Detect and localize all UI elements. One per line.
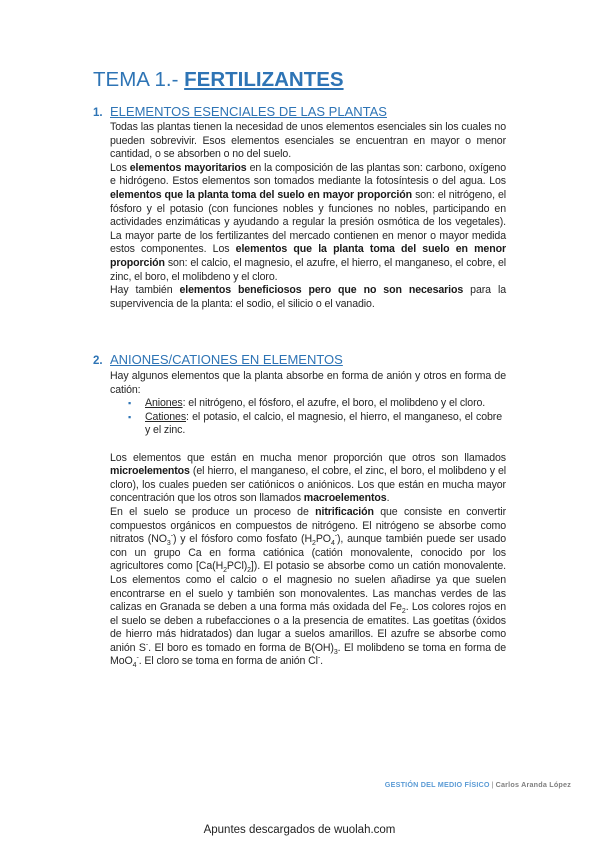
bullet-square-icon: ▪: [128, 398, 132, 409]
bullet-square-icon: ▪: [128, 411, 132, 422]
section-2-heading: [93, 352, 343, 367]
section-2-paragraph-micro: Los elementos que están en mucha menor proporción que otros son llamados microelementos (el hierro, el manganeso, el cobre, el zinc, el boro, el molibdeno y el cloro), los cuales pueden ser catiónicos o aniónicos. Los que están en mucha mayor concentración que los otros son llamados macroelementos.: [110, 451, 506, 505]
section-2-title: ANIONES/CATIONES EN ELEMENTOS: [110, 352, 343, 367]
section-1-title: ELEMENTOS ESENCIALES DE LAS PLANTAS: [110, 104, 387, 119]
section-2-number: 2.: [93, 355, 103, 367]
document-title: [93, 68, 344, 92]
page-footer-signature: [385, 780, 571, 789]
title-main: FERTILIZANTES: [184, 68, 344, 91]
section-1-paragraph-1: Todas las plantas tienen la necesidad de unos elementos esenciales sin los cuales no pueden sobrevivir. Esos elementos esenciales se encuentran en mayor o menor cantidad, o se absorben o no del suelo.: [110, 121, 506, 161]
footer-author: Carlos Aranda López: [495, 780, 571, 789]
section-1-heading: [93, 104, 387, 119]
footer-separator: |: [489, 780, 496, 789]
list-item-aniones: ▪ Aniones: el nitrógeno, el fósforo, el azufre, el boro, el molibdeno y el cloro.: [128, 397, 486, 410]
section-1-paragraph-2: Los elementos mayoritarios en la composición de las plantas son: carbono, oxígeno e hidrógeno. Estos elementos son tomados mediante la fotosíntesis o del agua. Los elementos que la planta toma del suelo en mayor proporción son: el nitrógeno, el fósforo y el potasio (con funciones nobles y funciones no nobles, participando en actividades enzimáticas y ayudando a regular la presión osmótica de los vegetales). La mayor parte de los fertilizantes del mercado contienen en menor o mayor medida estos componentes. Los elementos que la planta toma del suelo en menor proporción son: el calcio, el magnesio, el azufre, el hierro, el manganeso, el cobre, el zinc, el boro, el molibdeno y el cloro.: [110, 161, 507, 283]
section-1-paragraph-3: Hay también elementos beneficiosos pero que no son necesarios para la supervivencia de la planta: el sodio, el silicio o el vanadio.: [110, 284, 507, 310]
list-item-cationes: ▪ Cationes: el potasio, el calcio, el magnesio, el hierro, el manganeso, el cobre y el zinc.: [128, 410, 502, 437]
section-1-body: [110, 121, 506, 311]
footer-course: GESTIÓN DEL MEDIO FÍSICO: [384, 780, 490, 789]
paragraph-spacer: [110, 438, 506, 452]
section-2-body: [110, 370, 506, 669]
section-2-paragraph-nitrification: En el suelo se produce un proceso de nitrificación que consiste en convertir compuestos orgánicos en compuestos de nitrógeno. El nitrógeno se absorbe como nitratos $(NO_3^-)$ y el fósforo como fosfato $(H_2PO_4^-)$, aunque también puede ser usado con un grupo Ca en forma catiónica (catión monovalente, conocido por los agricultores como $[Ca(H_2PCl)_2]$). El potasio se absorbe como un catión monovalente. Los elementos como el calcio o el magnesio no suelen añadirse ya que suelen encontrarse en el suelo y también son monovalentes. Las manchas verdes de las calizas en Granada se deben a una forma más oxidada del $Fe_2$. Los colores rojos en el suelo se deben a rubefacciones o a la presencia de ematites. Las goetitas (óxidos de hierro más hidratados) dan lugar a suelos amarillos. El azufre se absorbe como anión S-. El boro es tomado en forma de $B(OH)_3$. El molibdeno se toma en forma de MoO$_4$-. El cloro se toma en forma de anión Cl-.: [110, 505, 506, 670]
title-prefix: TEMA 1.-: [93, 68, 185, 91]
download-note: Apuntes descargados de wuolah.com: [203, 824, 396, 836]
section-2-intro: Hay algunos elementos que la planta absorbe en forma de anión y otros en forma de catión:: [110, 370, 506, 396]
ion-list: [110, 397, 506, 438]
section-1-number: 1.: [93, 107, 103, 119]
